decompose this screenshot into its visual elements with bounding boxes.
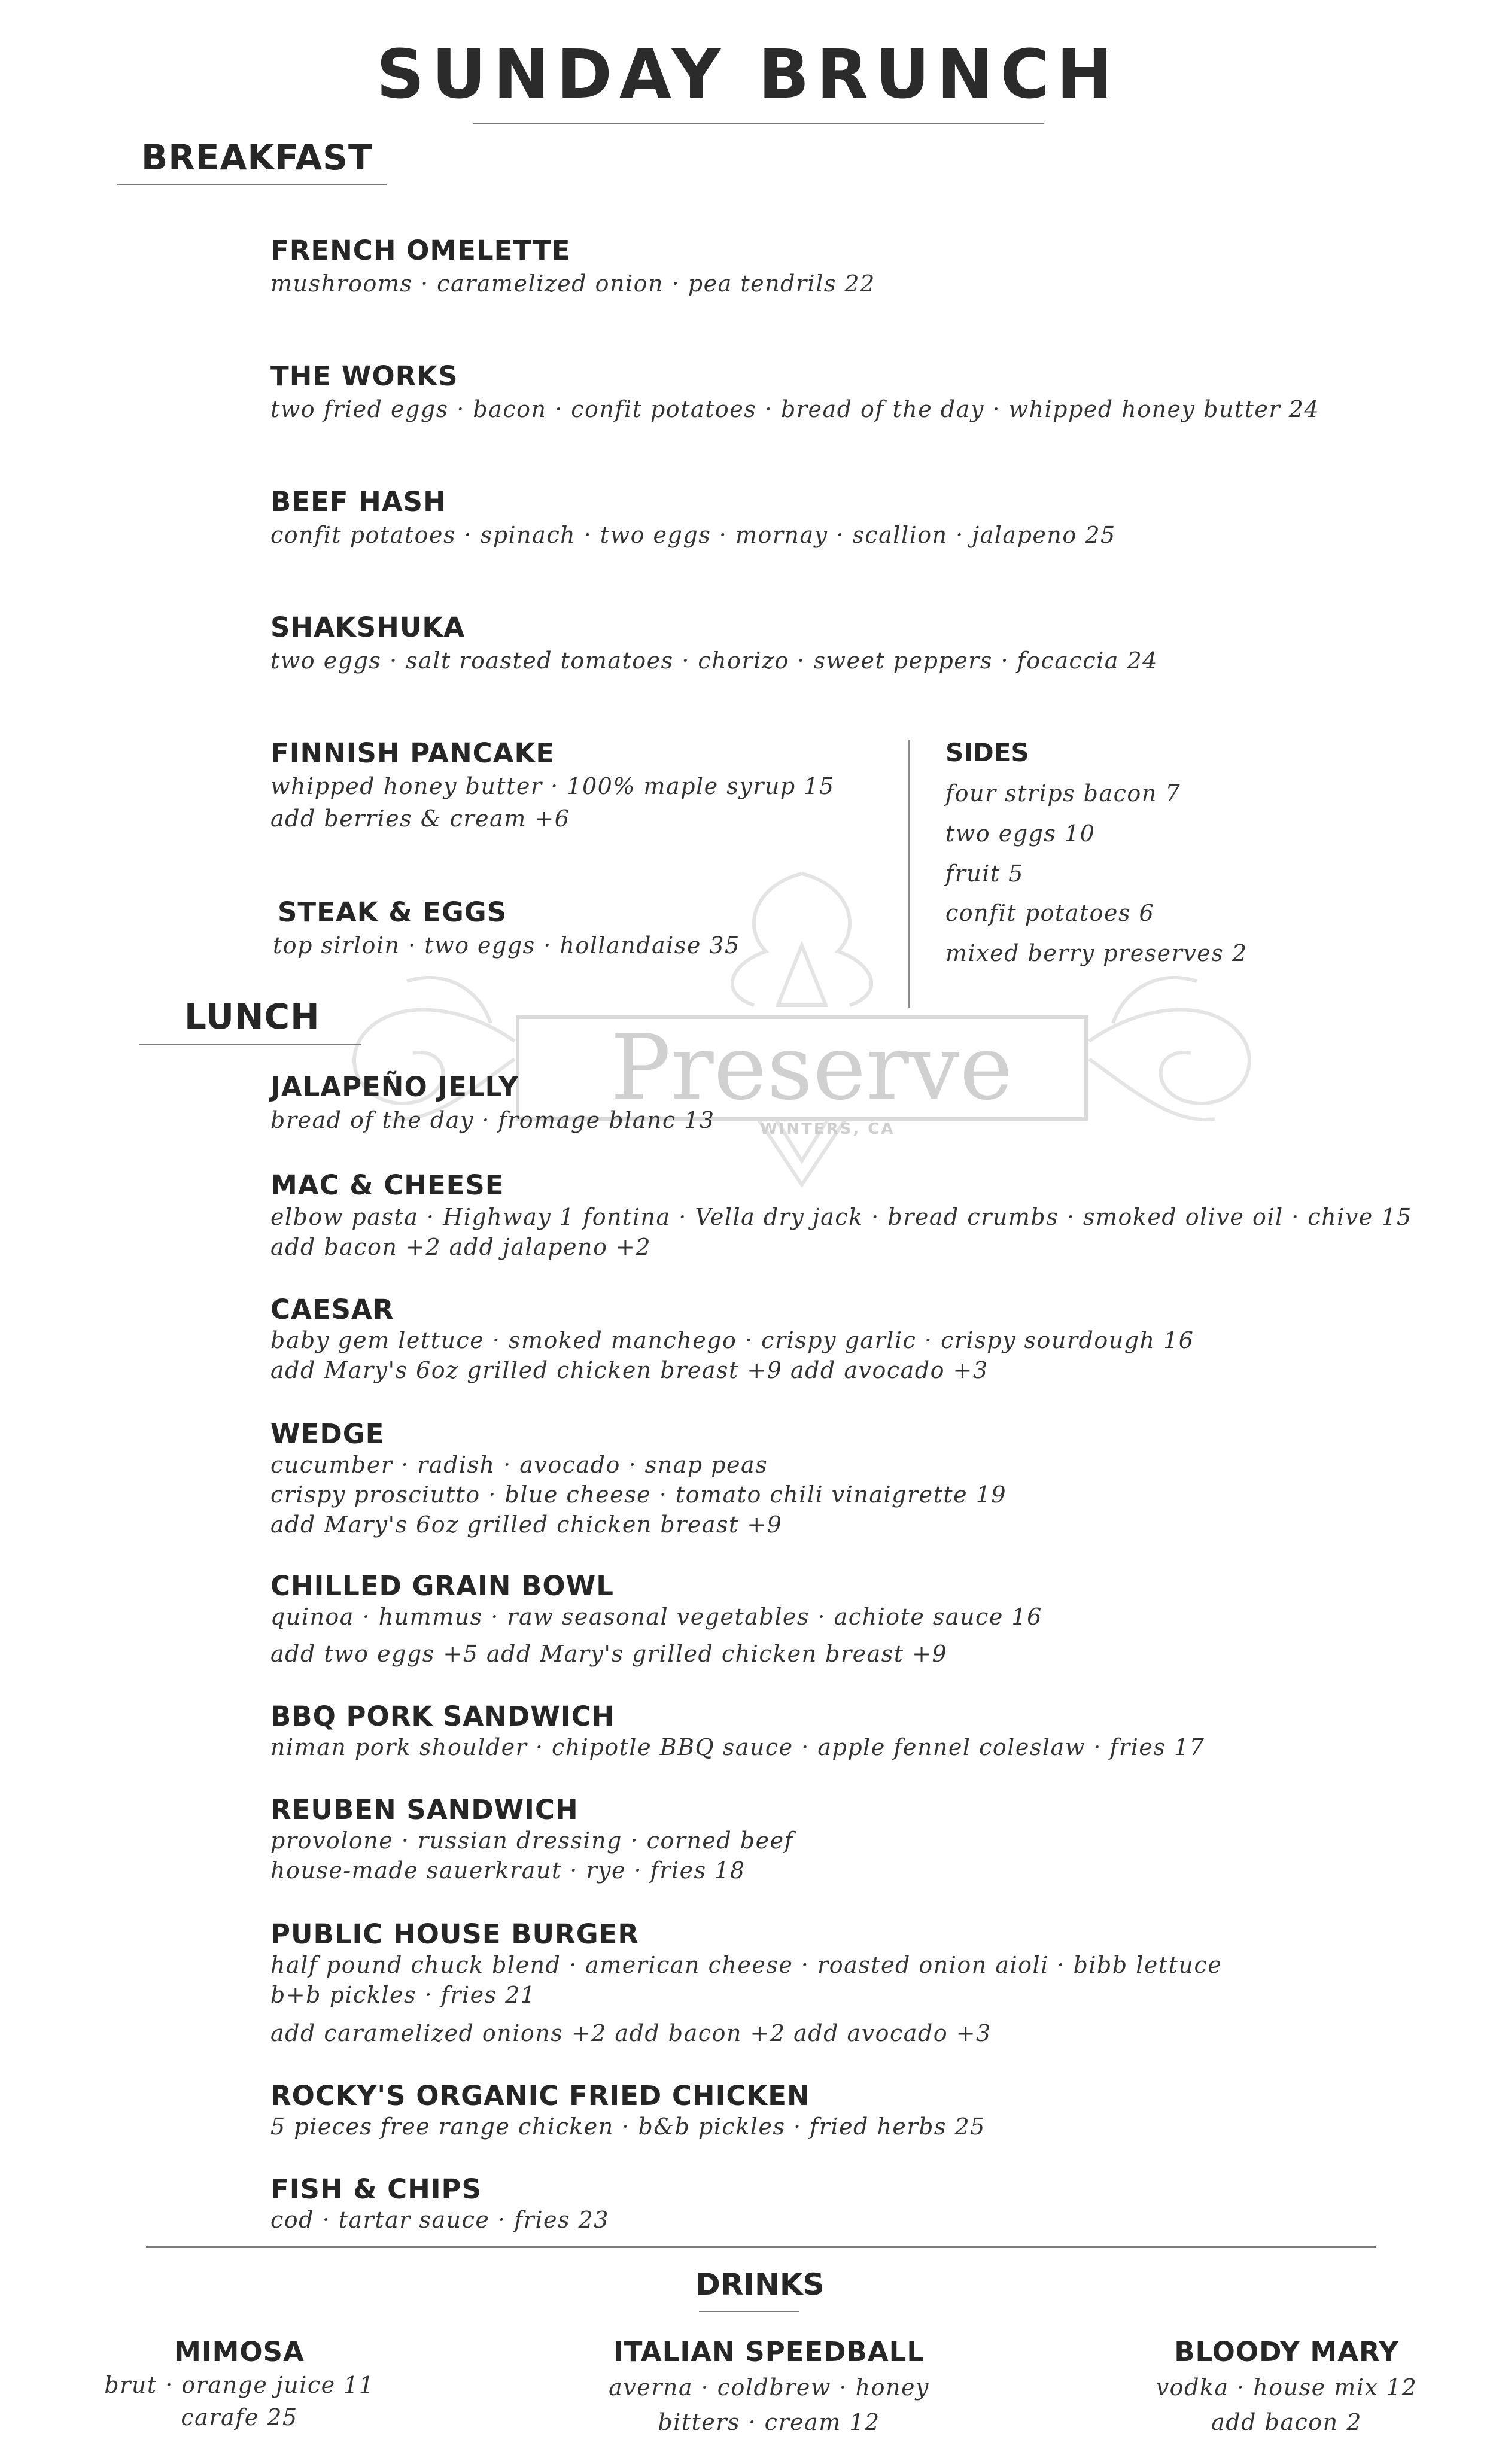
- menu-item-name: STEAK & EGGS: [278, 896, 507, 928]
- logo-brand: Preserve: [610, 1016, 1013, 1120]
- menu-item-name: FRENCH OMELETTE: [270, 235, 571, 266]
- menu-item-desc: add Mary's 6oz grilled chicken breast +9: [270, 1511, 783, 1538]
- menu-item-name: BEEF HASH: [270, 486, 446, 518]
- drinks-heading: DRINKS: [695, 2267, 825, 2302]
- menu-item-name: MAC & CHEESE: [270, 1169, 504, 1201]
- drink-desc: averna · coldbrew · honey: [609, 2374, 929, 2401]
- drink-desc: brut · orange juice 11: [104, 2372, 375, 2398]
- menu-item-desc: 5 pieces free range chicken · b&b pickles · fried herbs 25: [270, 2113, 986, 2140]
- menu-title: SUNDAY BRUNCH: [376, 36, 1120, 114]
- menu-item-desc: b+b pickles · fries 21: [270, 1982, 536, 2008]
- side-item: confit potatoes 6: [945, 900, 1155, 926]
- menu-item-desc: baby gem lettuce · smoked manchego · crispy garlic · crispy sourdough 16: [270, 1327, 1194, 1353]
- drink-desc: vodka · house mix 12: [1156, 2374, 1418, 2401]
- breakfast-heading: BREAKFAST: [141, 137, 373, 178]
- menu-item-desc: crispy prosciutto · blue cheese · tomato chili vinaigrette 19: [270, 1482, 1007, 1508]
- drinks-underline: [699, 2311, 799, 2312]
- menu-item-name: JALAPEÑO JELLY: [270, 1071, 519, 1103]
- menu-item-desc: cucumber · radish · avocado · snap peas: [270, 1452, 768, 1478]
- menu-item-desc: provolone · russian dressing · corned beef: [270, 1827, 794, 1854]
- menu-item-desc: elbow pasta · Highway 1 fontina · Vella dry jack · bread crumbs · smoked olive oil · chive 15: [270, 1204, 1412, 1230]
- menu-item-desc: two fried eggs · bacon · confit potatoes · bread of the day · whipped honey butter 24: [270, 396, 1320, 422]
- menu-item-desc: half pound chuck blend · american cheese · roasted onion aioli · bibb lettuce: [270, 1952, 1223, 1978]
- menu-item-name: CAESAR: [270, 1294, 394, 1325]
- menu-item-desc: cod · tartar sauce · fries 23: [270, 2207, 609, 2233]
- menu-item-desc: mushrooms · caramelized onion · pea tendrils 22: [270, 270, 875, 297]
- sides-heading: SIDES: [945, 738, 1029, 767]
- side-item: two eggs 10: [945, 820, 1096, 847]
- side-item: mixed berry preserves 2: [945, 940, 1248, 966]
- menu-item-name: CHILLED GRAIN BOWL: [270, 1570, 614, 1602]
- menu-item-name: ROCKY'S ORGANIC FRIED CHICKEN: [270, 2080, 810, 2112]
- menu-item-name: PUBLIC HOUSE BURGER: [270, 1918, 640, 1950]
- menu-item-name: BBQ PORK SANDWICH: [270, 1701, 615, 1732]
- drink-desc: carafe 25: [181, 2404, 298, 2430]
- menu-item-name: FISH & CHIPS: [270, 2173, 482, 2205]
- menu-item-desc: add bacon +2 add jalapeno +2: [270, 1234, 652, 1260]
- menu-item-name: THE WORKS: [270, 360, 458, 392]
- menu-item-name: SHAKSHUKA: [270, 612, 466, 643]
- menu-item-desc: niman pork shoulder · chipotle BBQ sauce · apple fennel coleslaw · fries 17: [270, 1734, 1205, 1760]
- menu-item-desc: bread of the day · fromage blanc 13: [270, 1107, 715, 1133]
- menu-item-desc: add Mary's 6oz grilled chicken breast +9 add avocado +3: [270, 1357, 989, 1383]
- menu-item-name: REUBEN SANDWICH: [270, 1794, 579, 1826]
- menu-item-desc: whipped honey butter · 100% maple syrup 15: [270, 773, 835, 799]
- menu-item-name: FINNISH PANCAKE: [270, 737, 555, 769]
- menu-item-desc: top sirloin · two eggs · hollandaise 35: [273, 932, 740, 959]
- logo-location: WINTERS, CA: [760, 1120, 895, 1138]
- menu-item-desc: quinoa · hummus · raw seasonal vegetables · achiote sauce 16: [270, 1604, 1042, 1630]
- menu-item-desc: two eggs · salt roasted tomatoes · chorizo · sweet peppers · focaccia 24: [270, 647, 1158, 674]
- lunch-underline: [139, 1044, 361, 1045]
- drink-name: BLOODY MARY: [1174, 2336, 1399, 2368]
- side-item: four strips bacon 7: [945, 780, 1181, 807]
- side-item: fruit 5: [945, 860, 1024, 887]
- lunch-heading: LUNCH: [184, 996, 320, 1037]
- drink-name: ITALIAN SPEEDBALL: [613, 2336, 925, 2368]
- title-underline: [473, 123, 1044, 124]
- drinks-top-divider: [146, 2246, 1376, 2248]
- drink-desc: bitters · cream 12: [658, 2409, 880, 2435]
- drink-name: MIMOSA: [174, 2336, 305, 2368]
- breakfast-underline: [117, 184, 387, 185]
- sides-divider: [908, 740, 910, 1008]
- menu-item-desc: add two eggs +5 add Mary's grilled chicken breast +9: [270, 1641, 948, 1667]
- menu-item-desc: confit potatoes · spinach · two eggs · mornay · scallion · jalapeno 25: [270, 522, 1116, 548]
- menu-item-desc: add berries & cream +6: [270, 805, 570, 832]
- menu-item-desc: add caramelized onions +2 add bacon +2 add avocado +3: [270, 2020, 992, 2046]
- menu-item-name: WEDGE: [270, 1418, 385, 1450]
- menu-item-desc: house-made sauerkraut · rye · fries 18: [270, 1857, 746, 1884]
- drink-desc: add bacon 2: [1211, 2409, 1362, 2435]
